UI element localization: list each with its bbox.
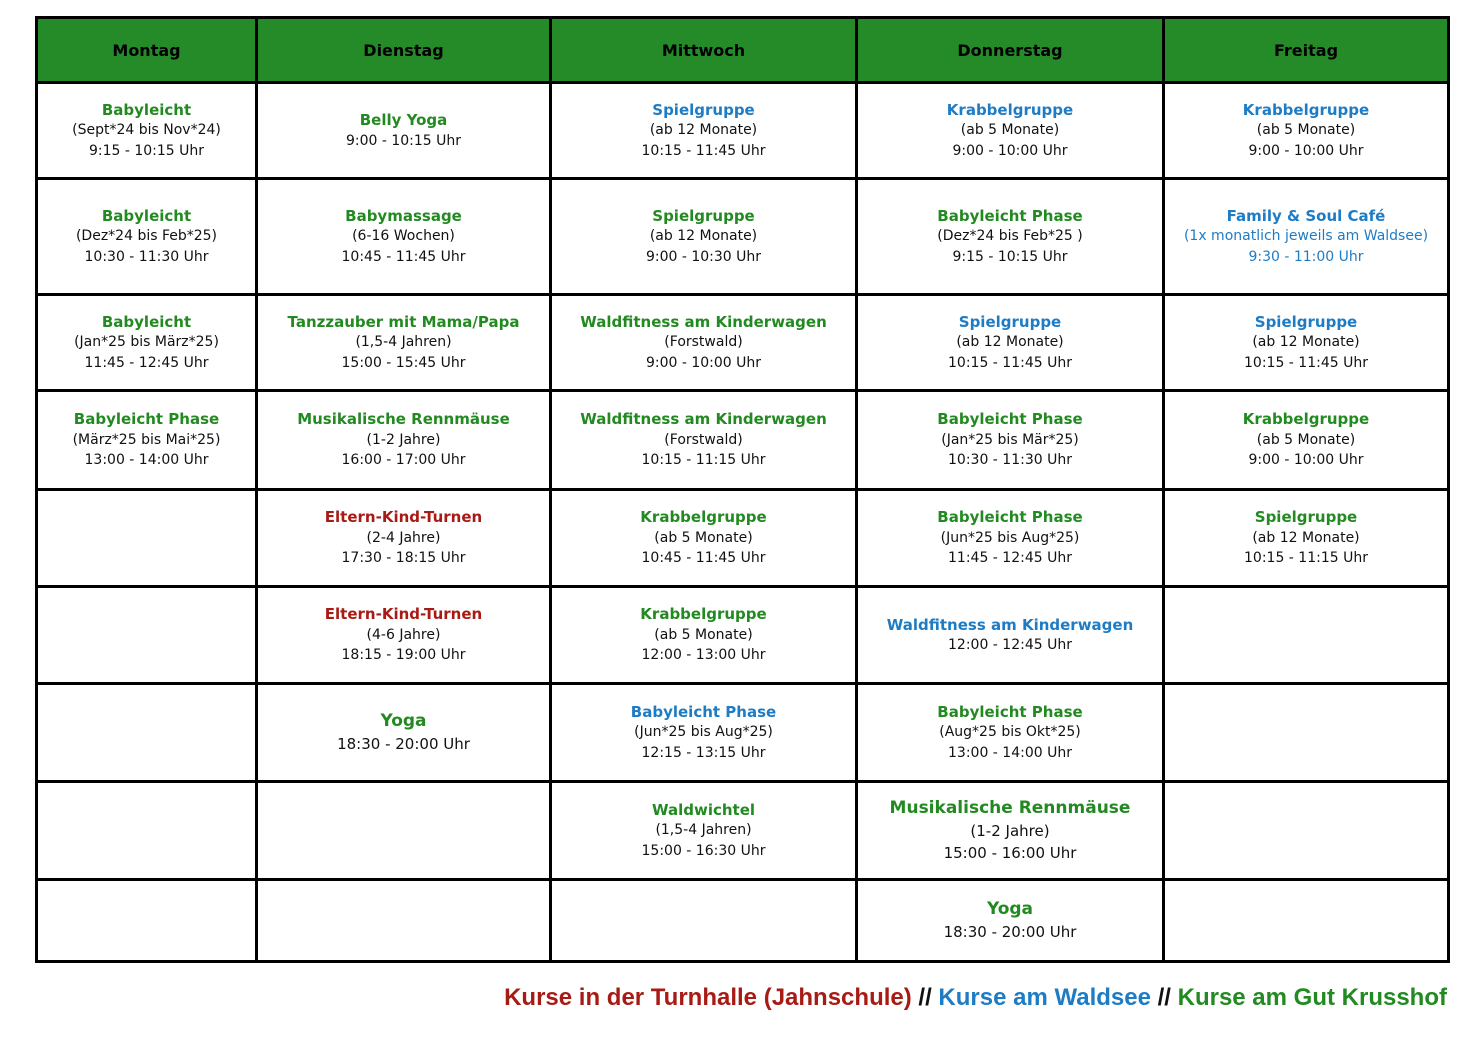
course-time: 17:30 - 18:15 Uhr <box>341 550 466 567</box>
course-title: Musikalische Rennmäuse <box>297 410 510 429</box>
course-cell-wednesday <box>551 587 857 684</box>
course-details: (1,5-4 Jahren) <box>655 822 752 839</box>
course-time: 15:00 - 16:00 Uhr <box>943 844 1077 862</box>
course-title: Babymassage <box>345 206 462 225</box>
course-cell-tuesday <box>257 587 551 684</box>
course-title: Waldfitness am Kinderwagen <box>886 615 1134 634</box>
course-title: Babyleicht <box>101 312 192 331</box>
schedule-row <box>37 83 1449 179</box>
course-title: Spielgruppe <box>1254 508 1358 527</box>
course-cell-friday <box>1164 179 1449 295</box>
day-header-row <box>37 18 1449 83</box>
course-time: 9:00 - 10:00 Uhr <box>1248 452 1364 469</box>
empty-cell-friday <box>1164 684 1449 782</box>
course-title: Waldfitness am Kinderwagen <box>580 312 827 331</box>
course-time: 11:45 - 12:45 Uhr <box>948 550 1072 567</box>
course-cell-wednesday <box>551 391 857 490</box>
course-cell-tuesday <box>257 391 551 490</box>
course-details: (1-2 Jahre) <box>970 822 1050 840</box>
course-time: 13:00 - 14:00 Uhr <box>84 452 209 469</box>
course-cell-wednesday <box>551 179 857 295</box>
course-title: Spielgruppe <box>652 206 755 225</box>
course-details: (4-6 Jahre) <box>366 626 441 643</box>
empty-cell-monday <box>37 880 257 962</box>
course-title: Babyleicht Phase <box>937 410 1083 429</box>
course-details: (2-4 Jahre) <box>366 529 441 546</box>
course-title: Spielgruppe <box>652 100 755 119</box>
course-details: (6-16 Wochen) <box>352 228 455 245</box>
course-title: Spielgruppe <box>1254 312 1358 331</box>
course-time: 10:15 - 11:15 Uhr <box>641 452 766 469</box>
course-title: Babyleicht Phase <box>937 702 1083 721</box>
schedule-row <box>37 880 1449 962</box>
empty-cell-friday <box>1164 587 1449 684</box>
course-title: Krabbelgruppe <box>946 100 1074 119</box>
course-details: (Jan*25 bis Mär*25) <box>941 431 1079 448</box>
course-details: (Sept*24 bis Nov*24) <box>72 122 221 139</box>
course-details: (Jun*25 bis Aug*25) <box>634 724 773 741</box>
course-time: 9:00 - 10:00 Uhr <box>952 142 1068 159</box>
empty-cell-tuesday <box>257 880 551 962</box>
course-cell-friday <box>1164 391 1449 490</box>
course-time: 12:00 - 13:00 Uhr <box>641 647 766 664</box>
course-title: Musikalische Rennmäuse <box>889 798 1131 818</box>
course-cell-wednesday <box>551 83 857 179</box>
course-title: Spielgruppe <box>958 312 1062 331</box>
schedule-row <box>37 587 1449 684</box>
course-details: (Jan*25 bis März*25) <box>74 334 219 351</box>
course-time: 18:15 - 19:00 Uhr <box>341 647 466 664</box>
course-time: 9:30 - 11:00 Uhr <box>1248 248 1364 265</box>
course-details: (ab 5 Monate) <box>654 529 753 546</box>
course-title: Yoga <box>986 899 1034 919</box>
course-title: Waldfitness am Kinderwagen <box>580 410 827 429</box>
course-cell-thursday <box>857 83 1164 179</box>
schedule-row <box>37 684 1449 782</box>
empty-cell-monday <box>37 587 257 684</box>
course-time: 15:00 - 15:45 Uhr <box>341 354 466 371</box>
course-title: Family & Soul Café <box>1226 206 1386 225</box>
course-time: 10:45 - 11:45 Uhr <box>641 550 766 567</box>
course-time: 9:00 - 10:30 Uhr <box>645 248 762 265</box>
course-cell-wednesday <box>551 782 857 880</box>
course-cell-tuesday <box>257 295 551 391</box>
course-details: (ab 5 Monate) <box>1256 431 1356 448</box>
course-title: Krabbelgruppe <box>640 605 767 624</box>
legend-separator: // <box>1150 984 1178 1011</box>
course-title: Eltern-Kind-Turnen <box>324 605 483 624</box>
course-title: Babyleicht <box>101 100 192 119</box>
course-cell-thursday <box>857 295 1164 391</box>
course-details: (1x monatlich jeweils am Waldsee) <box>1183 228 1429 245</box>
weekly-course-schedule <box>35 16 1450 963</box>
course-details: (ab 12 Monate) <box>649 122 758 139</box>
course-time: 18:30 - 20:00 Uhr <box>337 735 470 753</box>
course-cell-thursday <box>857 490 1164 587</box>
course-details: (ab 12 Monate) <box>1252 334 1360 351</box>
course-cell-thursday <box>857 684 1164 782</box>
course-title: Tanzzauber mit Mama/Papa <box>287 312 520 331</box>
course-title: Krabbelgruppe <box>640 508 767 527</box>
empty-cell-wednesday <box>551 880 857 962</box>
course-cell-monday <box>37 179 257 295</box>
course-details: (1-2 Jahre) <box>366 431 441 448</box>
course-title: Eltern-Kind-Turnen <box>324 508 483 527</box>
course-cell-wednesday <box>551 490 857 587</box>
course-time: 18:30 - 20:00 Uhr <box>943 923 1077 941</box>
course-time: 11:45 - 12:45 Uhr <box>84 354 209 371</box>
course-details: (März*25 bis Mai*25) <box>72 431 221 448</box>
course-details: (Forstwald) <box>664 334 743 351</box>
schedule-row <box>37 295 1449 391</box>
course-details: (Jun*25 bis Aug*25) <box>940 529 1080 546</box>
course-details: (Dez*24 bis Feb*25 ) <box>937 228 1083 245</box>
course-cell-tuesday <box>257 684 551 782</box>
empty-cell-monday <box>37 782 257 880</box>
course-time: 9:00 - 10:00 Uhr <box>1248 142 1364 159</box>
empty-cell-monday <box>37 490 257 587</box>
course-cell-monday <box>37 391 257 490</box>
course-time: 16:00 - 17:00 Uhr <box>341 452 466 469</box>
course-title: Krabbelgruppe <box>1242 410 1370 429</box>
course-cell-friday <box>1164 295 1449 391</box>
course-cell-friday <box>1164 490 1449 587</box>
schedule-row <box>37 490 1449 587</box>
course-cell-tuesday <box>257 83 551 179</box>
course-details: (1,5-4 Jahren) <box>355 334 452 351</box>
course-title: Waldwichtel <box>651 800 756 819</box>
course-details: (ab 12 Monate) <box>1252 529 1360 546</box>
course-time: 10:15 - 11:45 Uhr <box>948 354 1072 371</box>
course-cell-monday <box>37 83 257 179</box>
course-time: 10:45 - 11:45 Uhr <box>341 248 466 265</box>
location-legend <box>504 984 1447 1012</box>
day-header-friday: Freitag <box>1164 18 1449 83</box>
legend-item-blue: Kurse am Waldsee <box>938 984 1151 1011</box>
schedule-row <box>37 179 1449 295</box>
course-details: (Dez*24 bis Feb*25) <box>75 228 218 245</box>
course-time: 9:15 - 10:15 Uhr <box>88 142 205 159</box>
legend-separator: // <box>911 984 939 1011</box>
course-cell-tuesday <box>257 490 551 587</box>
course-time: 10:30 - 11:30 Uhr <box>948 452 1072 469</box>
course-cell-thursday <box>857 880 1164 962</box>
course-cell-monday <box>37 295 257 391</box>
day-header-tuesday: Dienstag <box>257 18 551 83</box>
course-cell-wednesday <box>551 684 857 782</box>
empty-cell-tuesday <box>257 782 551 880</box>
schedule-row <box>37 782 1449 880</box>
course-time: 13:00 - 14:00 Uhr <box>948 744 1072 761</box>
legend-item-red: Kurse in der Turnhalle (Jahnschule) <box>504 984 912 1011</box>
course-cell-thursday <box>857 179 1164 295</box>
course-title: Babyleicht Phase <box>937 206 1083 225</box>
course-title: Babyleicht Phase <box>73 410 220 429</box>
course-time: 12:15 - 13:15 Uhr <box>641 744 766 761</box>
course-cell-thursday <box>857 587 1164 684</box>
course-time: 12:00 - 12:45 Uhr <box>948 637 1072 653</box>
course-time: 10:15 - 11:15 Uhr <box>1244 550 1368 567</box>
schedule-row <box>37 391 1449 490</box>
course-details: (ab 5 Monate) <box>1256 122 1356 139</box>
course-time: 15:00 - 16:30 Uhr <box>641 842 766 859</box>
course-cell-thursday <box>857 782 1164 880</box>
course-details: (ab 5 Monate) <box>960 122 1060 139</box>
course-title: Babyleicht <box>101 206 192 225</box>
course-time: 10:30 - 11:30 Uhr <box>84 248 209 265</box>
day-header-thursday: Donnerstag <box>857 18 1164 83</box>
course-details: (ab 12 Monate) <box>956 334 1064 351</box>
course-title: Babyleicht Phase <box>630 702 777 721</box>
empty-cell-friday <box>1164 782 1449 880</box>
course-time: 10:15 - 11:45 Uhr <box>1244 354 1368 371</box>
course-title: Belly Yoga <box>359 111 448 129</box>
course-details: (Forstwald) <box>664 431 743 448</box>
course-details: (ab 12 Monate) <box>649 228 758 245</box>
course-cell-thursday <box>857 391 1164 490</box>
course-time: 9:00 - 10:00 Uhr <box>645 354 762 371</box>
course-details: (ab 5 Monate) <box>654 626 753 643</box>
course-details: (Aug*25 bis Okt*25) <box>939 724 1081 741</box>
empty-cell-friday <box>1164 880 1449 962</box>
legend-item-green: Kurse am Gut Krusshof <box>1177 984 1447 1011</box>
course-cell-tuesday <box>257 179 551 295</box>
day-header-wednesday: Mittwoch <box>551 18 857 83</box>
course-cell-friday <box>1164 83 1449 179</box>
course-time: 9:00 - 10:15 Uhr <box>345 132 462 149</box>
schedule-body <box>37 83 1449 962</box>
day-header-monday: Montag <box>37 18 257 83</box>
course-time: 10:15 - 11:45 Uhr <box>641 142 766 159</box>
empty-cell-monday <box>37 684 257 782</box>
course-title: Krabbelgruppe <box>1242 100 1370 119</box>
course-time: 9:15 - 10:15 Uhr <box>952 248 1068 265</box>
course-title: Yoga <box>380 711 427 731</box>
course-cell-wednesday <box>551 295 857 391</box>
course-title: Babyleicht Phase <box>937 508 1083 527</box>
